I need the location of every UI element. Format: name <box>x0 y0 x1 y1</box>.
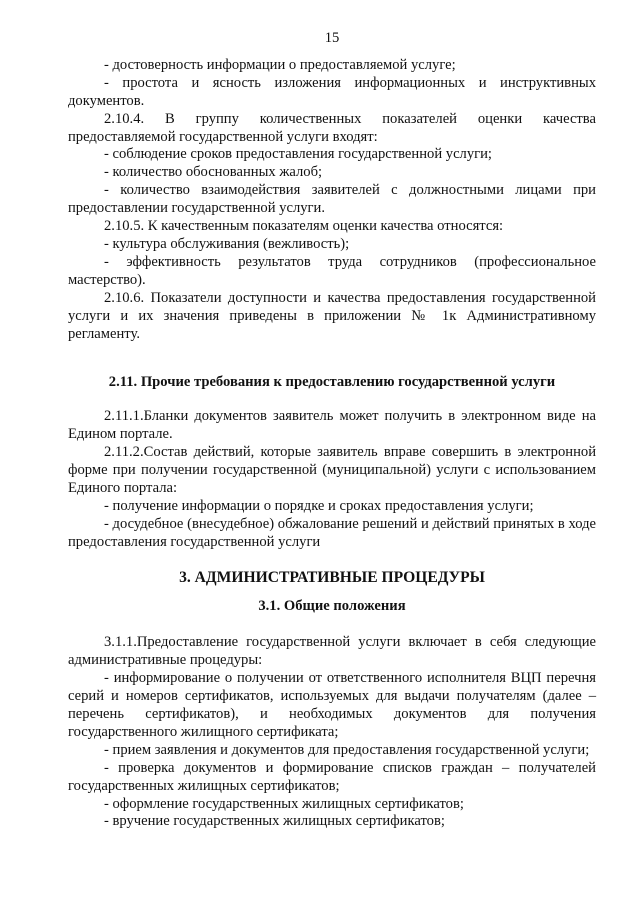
paragraph-3-1-1: 3.1.1.Предоставление государственной услуги включает в себя следующие административные процедуры: <box>68 634 596 669</box>
section-heading-2-11: 2.11. Прочие требования к предоставлению государственной услуги <box>108 374 556 391</box>
list-item: - количество взаимодействия заявителей с должностными лицами при предоставлении государственной услуги. <box>68 182 596 217</box>
paragraph-2-10-5: 2.10.5. К качественным показателям оценки качества относятся: <box>104 218 504 235</box>
list-item: - досудебное (внесудебное) обжалование решений и действий принятых в ходе предоставления государственной услуги <box>68 515 596 550</box>
page-number: 15 <box>324 30 340 46</box>
list-item: - вручение государственных жилищных сертификатов; <box>104 813 445 830</box>
paragraph-2-11-1: 2.11.1.Бланки документов заявитель может получить в электронном виде на Едином портале. <box>68 408 596 443</box>
section-heading-3-1: 3.1. Общие положения <box>258 598 406 615</box>
list-item: - получение информации о порядке и сроках предоставления услуги; <box>104 497 534 514</box>
paragraph-2-10-6: 2.10.6. Показатели доступности и качества предоставления государственной услуги и их значения приведены в приложении № 1к Административному регламенту. <box>68 289 596 342</box>
list-item: - информирование о получении от ответственного исполнителя ВЦП перечня серий и номеров сертификатов, используемых для выдачи получателям (далее – перечень сертификатов), и необходимых документов для получения государственного жилищного сертификата; <box>68 670 596 740</box>
list-item: - прием заявления и документов для предоставления государственной услуги; <box>104 741 590 758</box>
list-item: - культура обслуживания (вежливость); <box>104 235 350 252</box>
paragraph-2-11-2: 2.11.2.Состав действий, которые заявитель вправе совершить в электронной форме при получении государственной (муниципальной) услуги с использованием Единого портала: <box>68 444 596 496</box>
paragraph-2-10-4: 2.10.4. В группу количественных показателей оценки качества предоставляемой государственной услуги входят: <box>68 110 596 145</box>
chapter-heading-3: 3. АДМИНИСТРАТИВНЫЕ ПРОЦЕДУРЫ <box>179 568 485 586</box>
list-item: - эффективность результатов труда сотрудников (профессиональное мастерство). <box>68 253 596 288</box>
list-item: - количество обоснованных жалоб; <box>104 164 323 181</box>
list-item: - простота и ясность изложения информационных и инструктивных документов. <box>68 74 596 109</box>
list-item: - проверка документов и формирование списков граждан – получателей государственных жилищных сертификатов; <box>68 759 596 794</box>
list-item: - оформление государственных жилищных сертификатов; <box>104 795 464 812</box>
list-item: - соблюдение сроков предоставления государственной услуги; <box>104 146 492 163</box>
list-item: - достоверность информации о предоставляемой услуге; <box>104 56 456 73</box>
